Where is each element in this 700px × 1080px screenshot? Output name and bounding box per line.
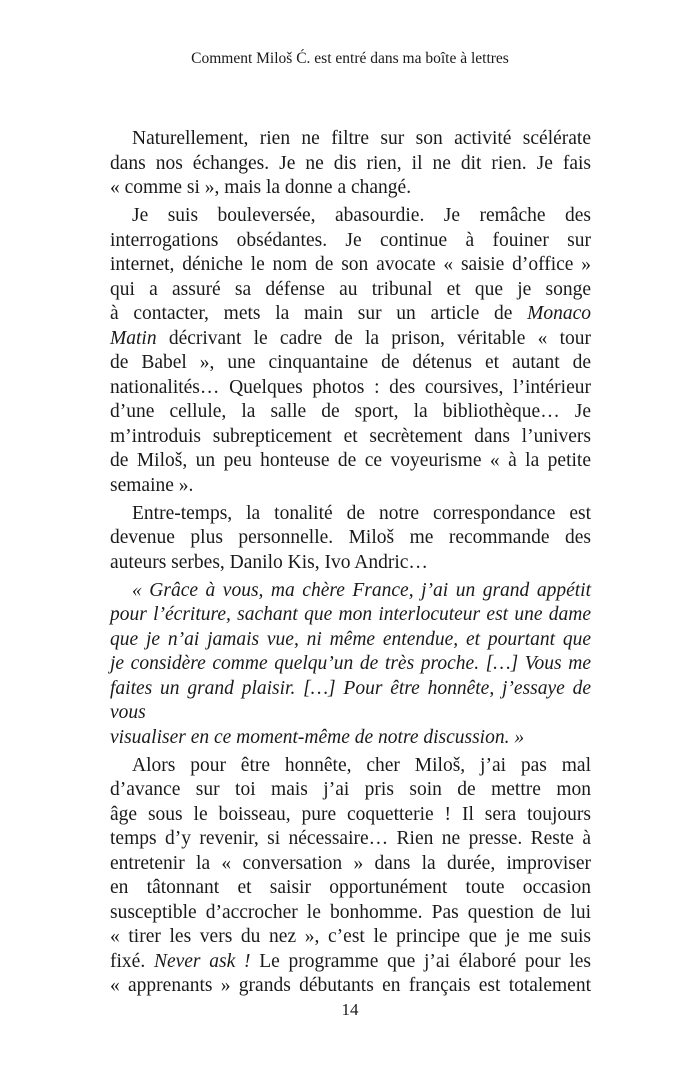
italic-text: Never ask ! — [153, 950, 251, 972]
text-line — [110, 152, 591, 177]
text-segment: susceptible d’accrocher le bonhomme. Pas question de lui — [110, 901, 591, 923]
text-line — [110, 852, 591, 877]
text-line — [110, 449, 591, 474]
text-line — [110, 603, 591, 628]
page-number: 14 — [341, 1000, 359, 1019]
italic-text: Monaco — [527, 303, 591, 324]
text-segment: « comme si », mais la donne a changé. — [110, 177, 412, 198]
paragraph — [110, 204, 591, 498]
text-line — [110, 876, 591, 901]
text-line — [110, 526, 591, 551]
text-segment: temps d’y revenir, si nécessaire… Rien ne presse. Reste à — [110, 828, 591, 849]
text-segment: Le programme que j’ai élaboré pour les — [250, 950, 591, 972]
text-line — [110, 754, 591, 779]
text-segment: Alors pour être honnête, cher Miloš, j’ai pas mal — [132, 754, 591, 776]
body-text — [110, 127, 591, 1002]
text-line — [110, 551, 591, 576]
text-line — [110, 400, 591, 425]
text-line — [110, 278, 591, 303]
text-line — [110, 974, 591, 999]
text-line — [110, 376, 591, 401]
text-line — [110, 925, 591, 950]
paragraph — [110, 579, 591, 751]
text-segment: de Miloš, un peu honteuse de ce voyeurisme « à la petite — [110, 450, 591, 471]
text-line — [110, 302, 591, 327]
italic-text: visualiser en ce moment-même de notre discussion. » — [110, 726, 525, 748]
text-line — [110, 474, 591, 499]
text-segment: décrivant le cadre de la prison, véritable « tour — [156, 327, 591, 349]
text-line — [110, 229, 591, 254]
text-line — [110, 204, 591, 229]
text-line — [110, 901, 591, 926]
text-line — [110, 127, 591, 152]
text-line — [110, 502, 591, 527]
italic-text: pour l’écriture, sachant que mon interlocuteur est une dame — [110, 604, 591, 625]
paragraph — [110, 502, 591, 576]
italic-text: Matin — [110, 327, 157, 349]
text-segment: interrogations obsédantes. Je continue à fouiner sur — [110, 229, 591, 251]
running-header: Comment Miloš Ć. est entré dans ma boîte à lettres — [191, 50, 509, 67]
text-segment: « tirer les vers du nez », c’est le principe que je me suis — [110, 926, 591, 947]
paragraph — [110, 754, 591, 999]
text-line — [110, 425, 591, 450]
text-segment: d’avance sur toi mais j’ai pris soin de mettre mon — [110, 779, 591, 800]
text-segment: auteurs serbes, Danilo Kis, Ivo Andric… — [110, 551, 428, 573]
text-segment: « apprenants » grands débutants en français est totalement — [110, 975, 591, 996]
text-line — [110, 950, 591, 975]
text-segment: dans nos échanges. Je ne dis rien, il ne dit rien. Je fais — [110, 152, 591, 174]
text-line — [110, 677, 591, 726]
italic-text: « Grâce à vous, ma chère France, j’ai un grand appétit — [132, 579, 591, 601]
text-segment: m’introduis subrepticement et secrètement dans l’univers — [110, 425, 591, 447]
paragraph — [110, 127, 591, 201]
text-segment: à contacter, mets la main sur un article de — [110, 303, 528, 324]
text-line — [110, 803, 591, 828]
text-segment: Entre-temps, la tonalité de notre correspondance est — [132, 502, 591, 524]
text-line — [110, 176, 591, 201]
italic-text: faites un grand plaisir. […] Pour être honnête, j’essaye de vous — [110, 677, 591, 723]
text-line — [110, 652, 591, 677]
text-line — [110, 327, 591, 352]
text-line — [110, 351, 591, 376]
text-segment: entretenir la « conversation » dans la durée, improviser — [110, 852, 591, 874]
text-segment: de Babel », une cinquantaine de détenus et autant de — [110, 352, 591, 373]
text-segment: devenue plus personnelle. Miloš me recommande des — [110, 527, 591, 548]
text-segment: Je suis bouleversée, abasourdie. Je remâche des — [132, 205, 591, 226]
text-segment: nationalités… Quelques photos : des coursives, l’intérieur — [110, 376, 591, 398]
text-segment: fixé. — [110, 950, 154, 972]
text-line — [110, 579, 591, 604]
text-segment: âge sous le boisseau, pure coquetterie ! Il sera toujours — [110, 803, 591, 825]
text-line — [110, 778, 591, 803]
italic-text: que je n’ai jamais vue, ni même entendue, et pourtant que — [110, 628, 591, 650]
text-line — [110, 726, 591, 751]
text-line — [110, 628, 591, 653]
text-segment: internet, déniche le nom de son avocate « saisie d’office » — [110, 254, 591, 275]
text-line — [110, 827, 591, 852]
text-segment: en tâtonnant et saisir opportunément toute occasion — [110, 877, 591, 898]
text-segment: semaine ». — [110, 474, 194, 496]
text-segment: Naturellement, rien ne filtre sur son activité scélérate — [132, 128, 591, 149]
italic-text: je considère comme quelqu’un de très proche. […] Vous me — [110, 653, 591, 674]
text-line — [110, 253, 591, 278]
text-segment: qui a assuré sa défense au tribunal et que je songe — [110, 278, 591, 300]
text-segment: d’une cellule, la salle de sport, la bibliothèque… Je — [110, 401, 591, 422]
